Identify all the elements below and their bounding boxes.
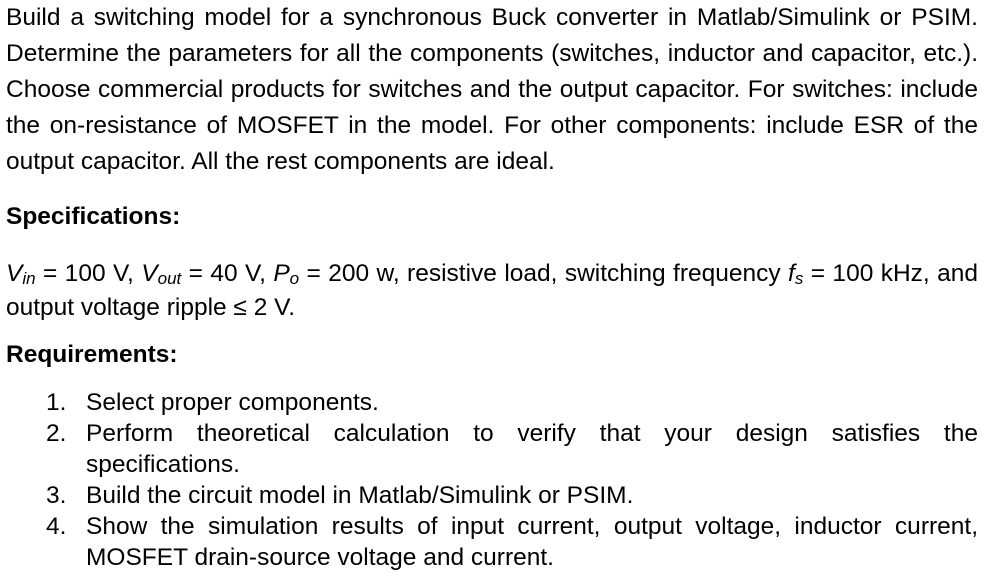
requirement-item-3: [46, 480, 978, 511]
requirement-number: 3.: [46, 482, 67, 509]
po-value: = 200 w, resistive load, switching frequency: [299, 260, 789, 287]
vout-value: = 40 V,: [181, 260, 274, 287]
vout-symbol: $V_{out}$: [141, 260, 182, 288]
requirement-text: Show the simulation results of input current, output voltage, inductor current, MOSFET drain-source voltage and current.: [86, 513, 978, 571]
vin-symbol: $V_{in}$: [6, 260, 36, 288]
requirement-item-1: [46, 387, 978, 418]
fs-value: = 100 kHz, and output voltage ripple ≤ 2 V.: [6, 260, 978, 321]
requirement-number: 4.: [46, 513, 67, 540]
intro-paragraph: Build a switching model for a synchronous Buck converter in Matlab/Simulink or PSIM. Determine the parameters for all the components (switches, inductor and capacitor, etc.). Choose commercial products for switches and the output capacitor. For switches: include the on-resistance of MOSFET in the model. For other components: include ESR of the output capacitor. All the rest components are ideal.: [6, 4, 978, 175]
vin-value: = 100 V,: [35, 260, 142, 287]
requirement-text: Select proper components.: [86, 389, 379, 416]
po-symbol: $P_o$: [273, 260, 300, 288]
requirement-text: Build the circuit model in Matlab/Simulink or PSIM.: [86, 482, 634, 509]
requirement-text: Perform theoretical calculation to verify that your design satisfies the specifications.: [86, 420, 978, 478]
requirements-list: [46, 387, 978, 573]
specifications-paragraph: [6, 257, 978, 325]
requirement-item-4: [46, 511, 978, 573]
requirements-heading: Requirements:: [6, 341, 178, 368]
fs-symbol: $f_s$: [788, 260, 804, 288]
requirement-number: 1.: [46, 389, 67, 416]
specifications-heading: Specifications:: [6, 203, 181, 230]
requirement-item-2: [46, 418, 978, 480]
requirement-number: 2.: [46, 420, 67, 447]
